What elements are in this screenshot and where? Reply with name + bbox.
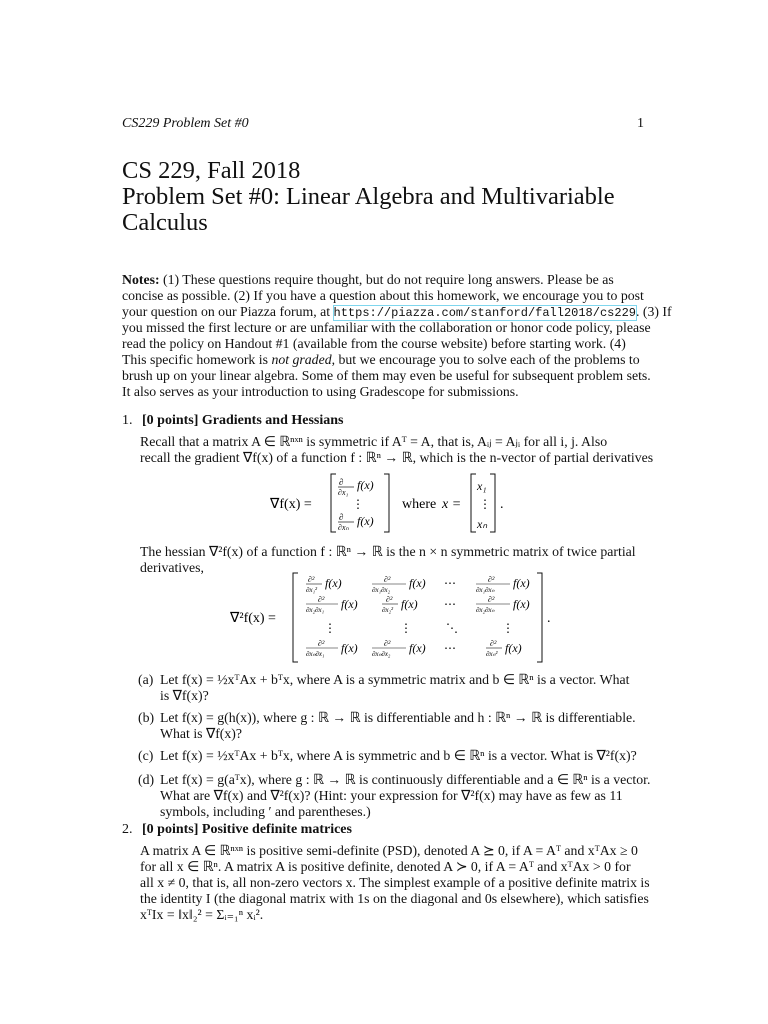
problem-1-intro-line-2: recall the gradient ∇f(x) of a function f : ℝⁿ → ℝ, which is the n-vector of partial derivatives (140, 450, 654, 465)
part-c-label: (c) (138, 748, 154, 763)
title-line-3: Calculus (122, 209, 208, 236)
svg-text:f(x): f(x) (341, 597, 358, 611)
svg-text:∂x₁∂xₙ: ∂x₁∂xₙ (476, 586, 495, 594)
svg-text:∂²: ∂² (384, 639, 391, 648)
problem-2-line-2: for all x ∈ ℝⁿ. A matrix A is positive definite, denoted A ≻ 0, if A = Aᵀ and xᵀAx > 0 for (140, 859, 631, 874)
notes-line-6: This specific homework is (122, 352, 272, 367)
running-head (122, 116, 644, 134)
not-graded-text: not graded (271, 352, 332, 367)
svg-text:∂x₂∂x₁: ∂x₂∂x₁ (306, 606, 324, 614)
hessian-intro-line-2: derivatives, (140, 560, 204, 575)
problem-1-part-a (138, 672, 646, 706)
title-line-1: CS 229, Fall 2018 (122, 157, 301, 184)
part-c-line-1: Let f(x) = ½xᵀAx + bᵀx, where A is symmetric and b ∈ ℝⁿ is a vector. What is ∇²f(x)? (160, 748, 637, 763)
page-number: 1 (637, 116, 644, 131)
svg-text:⋯: ⋯ (444, 576, 456, 590)
notes-line-2: concise as possible. (2) If you have a question about this homework, we encourage you to post (122, 288, 644, 303)
svg-text:∂xₙ∂x₂: ∂xₙ∂x₂ (372, 650, 391, 658)
svg-text:∂²: ∂² (488, 595, 495, 604)
hessian-equation (230, 570, 590, 666)
svg-text:f(x): f(x) (357, 478, 374, 492)
title-line-2: Problem Set #0: Linear Algebra and Multivariable (122, 183, 615, 210)
problem-1-part-c (138, 748, 646, 766)
problem-1-heading (122, 413, 343, 429)
svg-text:f(x): f(x) (357, 514, 374, 528)
svg-text:f(x): f(x) (505, 641, 522, 655)
hessian-lhs: ∇²f(x) = (230, 611, 276, 626)
problem-2-line-4: the identity I (the diagonal matrix with 1s on the diagonal and 0s elsewhere), which satisfies (140, 891, 649, 906)
problem-1-part-d (138, 772, 651, 822)
part-a-label: (a) (138, 672, 154, 687)
problem-2-line-3: all x ≠ 0, that is, all non-zero vectors x. The simplest example of a positive definite matrix is (140, 875, 650, 890)
svg-text:∂²: ∂² (318, 595, 325, 604)
problem-2-line-1: A matrix A ∈ ℝⁿˣⁿ is positive semi-definite (PSD), denoted A ⪰ 0, if A = Aᵀ and xᵀAx ≥ 0 (140, 843, 638, 858)
svg-text:f(x): f(x) (401, 597, 418, 611)
problem-1-part-b (138, 710, 646, 744)
svg-text:∂²: ∂² (386, 595, 393, 604)
notes-paragraph (122, 272, 672, 400)
svg-text:f(x): f(x) (341, 641, 358, 655)
svg-text:⋯: ⋯ (444, 597, 456, 611)
svg-text:⋯: ⋯ (444, 641, 456, 655)
problem-2-line-5: xᵀIx = ‖x‖₂² = Σᵢ₌₁ⁿ xᵢ². (140, 907, 264, 922)
part-b-line-2: What is ∇f(x)? (160, 726, 243, 741)
problem-2-heading (122, 822, 352, 838)
problem-2-body (140, 843, 650, 923)
svg-text:xₙ: xₙ (477, 517, 488, 531)
part-d-line-1: Let f(x) = g(aᵀx), where g : ℝ → ℝ is continuously differentiable and a ∈ ℝⁿ is a vector. (160, 772, 651, 787)
notes-after-url: . (3) If (635, 304, 672, 319)
gradient-right-bracket (384, 474, 389, 532)
svg-text:∂xₙ: ∂xₙ (338, 523, 349, 532)
problem-2-title: [0 points] Positive definite matrices (142, 822, 352, 837)
problem-2-number: 2. (122, 822, 133, 837)
svg-text:.: . (500, 497, 504, 512)
svg-text:⋮: ⋮ (400, 621, 412, 635)
problem-1-title: [0 points] Gradients and Hessians (142, 413, 344, 428)
svg-text:⋮: ⋮ (502, 621, 514, 635)
svg-text:f(x): f(x) (513, 597, 530, 611)
where-word: where (402, 497, 437, 512)
svg-text:∂xₙ∂x₁: ∂xₙ∂x₁ (306, 650, 325, 658)
svg-text:∂²: ∂² (488, 575, 495, 584)
svg-text:f(x): f(x) (409, 576, 426, 590)
part-d-line-3: symbols, including ′ and parentheses.) (160, 804, 371, 819)
svg-text:x₁: x₁ (477, 479, 487, 493)
gradient-left-bracket (331, 474, 336, 532)
notes-line-3: your question on our Piazza forum, at (122, 304, 334, 319)
piazza-link[interactable]: https://piazza.com/stanford/fall2018/cs229 (333, 306, 636, 320)
part-a-line-2: is ∇f(x)? (160, 688, 209, 703)
svg-text:∂²: ∂² (384, 575, 391, 584)
svg-text:∂²: ∂² (318, 639, 325, 648)
gradient-lhs: ∇f(x) = (270, 497, 312, 512)
gradient-equation (270, 470, 530, 536)
notes-after-not-graded: , but we encourage you to solve each of the problems to (331, 352, 640, 367)
svg-text:∂: ∂ (339, 477, 344, 487)
notes-line-5: read the policy on Handout #1 (available from the course website) before starting work. (4) (122, 336, 626, 351)
svg-text:∂x₁∂x₂: ∂x₁∂x₂ (372, 586, 390, 594)
svg-text:∂²: ∂² (490, 639, 497, 648)
problem-1-number: 1. (122, 413, 133, 428)
notes-label: Notes: (122, 272, 160, 287)
svg-text:∂x₂∂xₙ: ∂x₂∂xₙ (476, 606, 495, 614)
part-d-line-2: What are ∇f(x) and ∇²f(x)? (Hint: your expression for ∇²f(x) may have as few as 11 (160, 788, 623, 803)
svg-text:f(x): f(x) (409, 641, 426, 655)
hessian-intro-line-1: The hessian ∇²f(x) of a function f : ℝⁿ → ℝ is the n × n symmetric matrix of twice partial (140, 544, 636, 559)
notes-line-8: It also serves as your introduction to using Gradescope for submissions. (122, 384, 519, 399)
problem-1-intro (140, 434, 654, 466)
svg-text:⋮: ⋮ (479, 497, 491, 511)
svg-text:.: . (547, 611, 551, 626)
notes-line-4: you missed the first lecture or are unfamiliar with the collaboration or honor code policy, please (122, 320, 651, 335)
svg-text:∂x₁: ∂x₁ (338, 488, 349, 497)
document-title (122, 158, 652, 236)
x-equals: x = (442, 497, 462, 512)
svg-text:⋮: ⋮ (324, 621, 336, 635)
svg-text:∂x₁²: ∂x₁² (306, 586, 318, 594)
svg-text:f(x): f(x) (513, 576, 530, 590)
running-head-title: CS229 Problem Set #0 (122, 116, 249, 131)
part-a-line-1: Let f(x) = ½xᵀAx + bᵀx, where A is a symmetric matrix and b ∈ ℝⁿ is a vector. What (160, 672, 630, 687)
svg-text:f(x): f(x) (325, 576, 342, 590)
notes-line-7: brush up on your linear algebra. Some of them may even be useful for subsequent problem sets. (122, 368, 651, 383)
part-b-line-1: Let f(x) = g(h(x)), where g : ℝ → ℝ is differentiable and h : ℝⁿ → ℝ is differentiable. (160, 710, 636, 725)
svg-text:∂²: ∂² (308, 575, 315, 584)
svg-text:∂x₂²: ∂x₂² (382, 606, 394, 614)
part-b-label: (b) (138, 710, 155, 725)
svg-text:⋱: ⋱ (446, 621, 458, 635)
part-d-label: (d) (138, 772, 155, 787)
problem-1-intro-line-1: Recall that a matrix A ∈ ℝⁿˣⁿ is symmetric if Aᵀ = A, that is, Aᵢⱼ = Aⱼᵢ for all i, j. Also (140, 434, 608, 449)
svg-text:⋮: ⋮ (352, 497, 364, 511)
notes-line-1: (1) These questions require thought, but do not require long answers. Please be as (159, 272, 614, 287)
svg-text:∂xₙ²: ∂xₙ² (486, 650, 498, 658)
svg-text:∂: ∂ (339, 512, 344, 522)
